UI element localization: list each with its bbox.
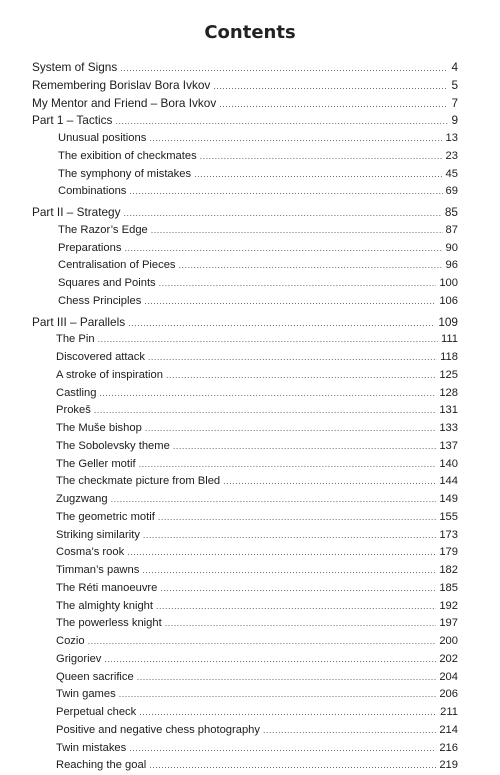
toc-entry-label: The Sobolevsky theme <box>56 439 170 452</box>
toc-entry-label: Part 1 – Tactics <box>32 113 113 128</box>
toc-entry-page: 216 <box>439 741 458 754</box>
dot-leader <box>98 331 438 349</box>
dot-leader <box>115 113 448 130</box>
toc-entry-label: Remembering Borislav Bora Ivkov <box>32 77 211 92</box>
toc-entry-page: 111 <box>440 333 458 346</box>
toc-entry-page: 155 <box>439 510 458 523</box>
toc-entry-label: My Mentor and Friend – Bora Ivkov <box>32 95 217 110</box>
toc-entry[interactable] <box>32 544 458 562</box>
dot-leader <box>88 633 437 651</box>
toc-entry-label: Twin games <box>56 688 116 701</box>
toc-entry-page: 100 <box>439 277 458 289</box>
toc-entry-page: 211 <box>440 706 458 718</box>
toc-entry[interactable] <box>32 704 458 722</box>
toc-entry-label: Preparations <box>58 241 122 254</box>
dot-leader <box>213 78 448 95</box>
toc-entry-label: Positive and negative chess photography <box>56 723 260 736</box>
toc-entry[interactable] <box>32 240 458 258</box>
toc-entry[interactable] <box>32 615 458 633</box>
dot-leader <box>99 385 436 403</box>
toc-entry[interactable] <box>32 402 458 420</box>
toc-entry-label: A stroke of inspiration <box>56 368 163 381</box>
dot-leader <box>165 615 437 633</box>
toc-entry-label: Reaching the goal <box>56 759 147 772</box>
toc-entry-label: Timman’s pawns <box>56 564 140 576</box>
toc-entry[interactable] <box>32 491 458 509</box>
toc-entry-label: The Geller motif <box>56 457 136 470</box>
toc-entry-label: Striking similarity <box>56 528 140 541</box>
toc-entry-page: 69 <box>445 185 458 198</box>
dot-leader <box>179 257 443 275</box>
dot-leader <box>124 205 442 222</box>
toc-entry[interactable] <box>32 456 458 474</box>
toc-entry-label: Cosma’s rook <box>56 546 125 559</box>
dot-leader <box>145 420 437 438</box>
toc-entry[interactable] <box>32 183 458 201</box>
toc-entry-page: 140 <box>439 457 458 470</box>
toc-entry-page: 173 <box>439 528 458 541</box>
toc-entry-page: 128 <box>439 386 458 399</box>
dot-leader <box>166 367 436 385</box>
dot-leader <box>124 240 442 258</box>
toc-entry-page: 109 <box>438 314 458 329</box>
toc-part-1-heading[interactable] <box>32 112 458 130</box>
toc-entry[interactable] <box>32 420 458 438</box>
dot-leader <box>156 598 436 616</box>
dot-leader <box>139 456 437 474</box>
dot-leader <box>159 275 437 293</box>
toc-entry-label: Squares and Points <box>58 277 156 289</box>
toc-entry-page: 204 <box>439 670 458 683</box>
toc-entry-page: 182 <box>439 564 458 576</box>
toc-entry-label: The almighty knight <box>56 599 154 612</box>
dot-leader <box>223 473 436 491</box>
toc-entry-label: Grigoriev <box>56 652 102 665</box>
dot-leader <box>111 491 437 509</box>
dot-leader <box>143 527 436 545</box>
toc-entry-label: Queen sacrifice <box>56 670 134 683</box>
toc-entry-label: The symphony of mistakes <box>58 167 192 180</box>
toc-entry[interactable] <box>32 527 458 545</box>
toc-entry-label: Unusual positions <box>58 132 147 144</box>
toc-entry-page: 179 <box>439 546 458 559</box>
toc-entry-page: 13 <box>445 132 458 144</box>
toc-entry-label: Zugzwang <box>56 493 108 505</box>
toc-entry-label: Prokeš <box>56 404 91 417</box>
toc-entry[interactable] <box>32 509 458 527</box>
toc-entry-remembering-ivkov[interactable] <box>32 77 458 95</box>
dot-leader <box>149 757 436 775</box>
dot-leader <box>120 60 448 77</box>
toc-entry[interactable] <box>32 257 458 275</box>
toc-entry-mentor-and-friend[interactable] <box>32 95 458 113</box>
toc-entry[interactable] <box>32 148 458 166</box>
toc-entry-page: 133 <box>439 422 458 434</box>
toc-entry-page: 23 <box>445 149 458 162</box>
toc-entry[interactable] <box>32 438 458 456</box>
toc-entry-label: Twin mistakes <box>56 741 127 754</box>
toc-entry-label: The powerless knight <box>56 617 162 630</box>
table-of-contents <box>32 59 458 775</box>
toc-entry-page: 9 <box>451 113 458 128</box>
toc-entry-page: 96 <box>445 259 458 272</box>
toc-entry-page: 214 <box>439 723 458 736</box>
dot-leader <box>94 402 437 420</box>
toc-entry-page: 85 <box>444 205 458 219</box>
toc-part-2-heading[interactable] <box>32 204 458 222</box>
dot-leader <box>263 722 436 740</box>
toc-entry-label: System of Signs <box>32 60 118 74</box>
toc-entry[interactable] <box>32 740 458 758</box>
toc-entry[interactable] <box>32 275 458 293</box>
dot-leader <box>119 686 437 704</box>
toc-entry-page: 131 <box>439 404 458 417</box>
dot-leader <box>148 349 437 367</box>
toc-entry[interactable] <box>32 166 458 184</box>
dot-leader <box>194 166 442 184</box>
toc-entry-page: 137 <box>439 439 458 452</box>
toc-entry[interactable] <box>32 562 458 580</box>
toc-entry-label: The checkmate picture from Bled <box>56 475 221 488</box>
toc-entry-label: Discovered attack <box>56 351 145 363</box>
toc-entry[interactable] <box>32 722 458 740</box>
toc-entry-label: Part III – Parallels <box>32 314 126 329</box>
toc-entry[interactable] <box>32 757 458 775</box>
toc-entry-page: 7 <box>451 95 458 110</box>
toc-entry[interactable] <box>32 651 458 669</box>
toc-entry-label: Cozio <box>56 635 85 647</box>
dot-leader <box>104 651 436 669</box>
toc-part-3-heading[interactable] <box>32 314 458 332</box>
toc-entry-page: 87 <box>445 223 458 236</box>
toc-entry[interactable] <box>32 222 458 240</box>
toc-entry[interactable] <box>32 293 458 311</box>
toc-entry[interactable] <box>32 598 458 616</box>
dot-leader <box>160 580 436 598</box>
dot-leader <box>129 740 436 758</box>
dot-leader <box>173 438 437 456</box>
toc-entry[interactable] <box>32 686 458 704</box>
toc-entry-page: 149 <box>439 493 458 505</box>
dot-leader <box>139 704 437 722</box>
toc-entry-label: The Muše bishop <box>56 422 142 434</box>
dot-leader <box>200 148 443 166</box>
toc-entry-label: Chess Principles <box>58 294 142 307</box>
toc-entry[interactable] <box>32 473 458 491</box>
toc-entry[interactable] <box>32 367 458 385</box>
dot-leader <box>129 183 442 201</box>
dot-leader <box>144 293 436 311</box>
dot-leader <box>151 222 443 240</box>
dot-leader <box>219 96 448 113</box>
dot-leader <box>158 509 436 527</box>
toc-entry-page: 45 <box>445 167 458 180</box>
toc-entry-page: 185 <box>439 581 458 594</box>
toc-entry-page: 219 <box>439 759 458 772</box>
toc-entry-page: 197 <box>439 617 458 630</box>
toc-entry-page: 4 <box>451 60 458 74</box>
toc-entry[interactable] <box>32 669 458 687</box>
toc-entry-label: Combinations <box>58 185 127 198</box>
toc-entry-page: 5 <box>451 77 458 92</box>
toc-entry[interactable] <box>32 385 458 403</box>
page-title: Contents <box>204 22 296 43</box>
dot-leader <box>149 130 442 148</box>
toc-entry-label: Centralisation of Pieces <box>58 259 176 272</box>
dot-leader <box>137 669 437 687</box>
toc-entry-page: 106 <box>439 294 458 307</box>
toc-entry-system-of-signs[interactable] <box>32 59 458 77</box>
toc-entry[interactable] <box>32 633 458 651</box>
dot-leader <box>142 562 436 580</box>
toc-entry-label: The Pin <box>56 333 95 346</box>
toc-entry-label: The geometric motif <box>56 510 155 523</box>
toc-entry-page: 200 <box>439 635 458 647</box>
toc-entry-label: Perpetual check <box>56 706 137 718</box>
toc-entry-label: The exibition of checkmates <box>58 149 197 162</box>
toc-entry[interactable] <box>32 580 458 598</box>
dot-leader <box>128 315 435 332</box>
toc-entry-page: 206 <box>439 688 458 701</box>
toc-entry-page: 118 <box>440 351 458 363</box>
toc-entry[interactable] <box>32 331 458 349</box>
toc-entry-label: The Réti manoeuvre <box>56 581 158 594</box>
dot-leader <box>127 544 436 562</box>
toc-entry[interactable] <box>32 130 458 148</box>
toc-entry-label: The Razor’s Edge <box>58 223 148 236</box>
toc-entry-page: 125 <box>439 368 458 381</box>
toc-entry-label: Part II – Strategy <box>32 205 121 219</box>
toc-entry-page: 202 <box>439 652 458 665</box>
toc-entry-page: 192 <box>439 599 458 612</box>
toc-entry[interactable] <box>32 349 458 367</box>
toc-entry-page: 144 <box>439 475 458 488</box>
toc-entry-label: Castling <box>56 386 97 399</box>
toc-entry-page: 90 <box>445 241 458 254</box>
